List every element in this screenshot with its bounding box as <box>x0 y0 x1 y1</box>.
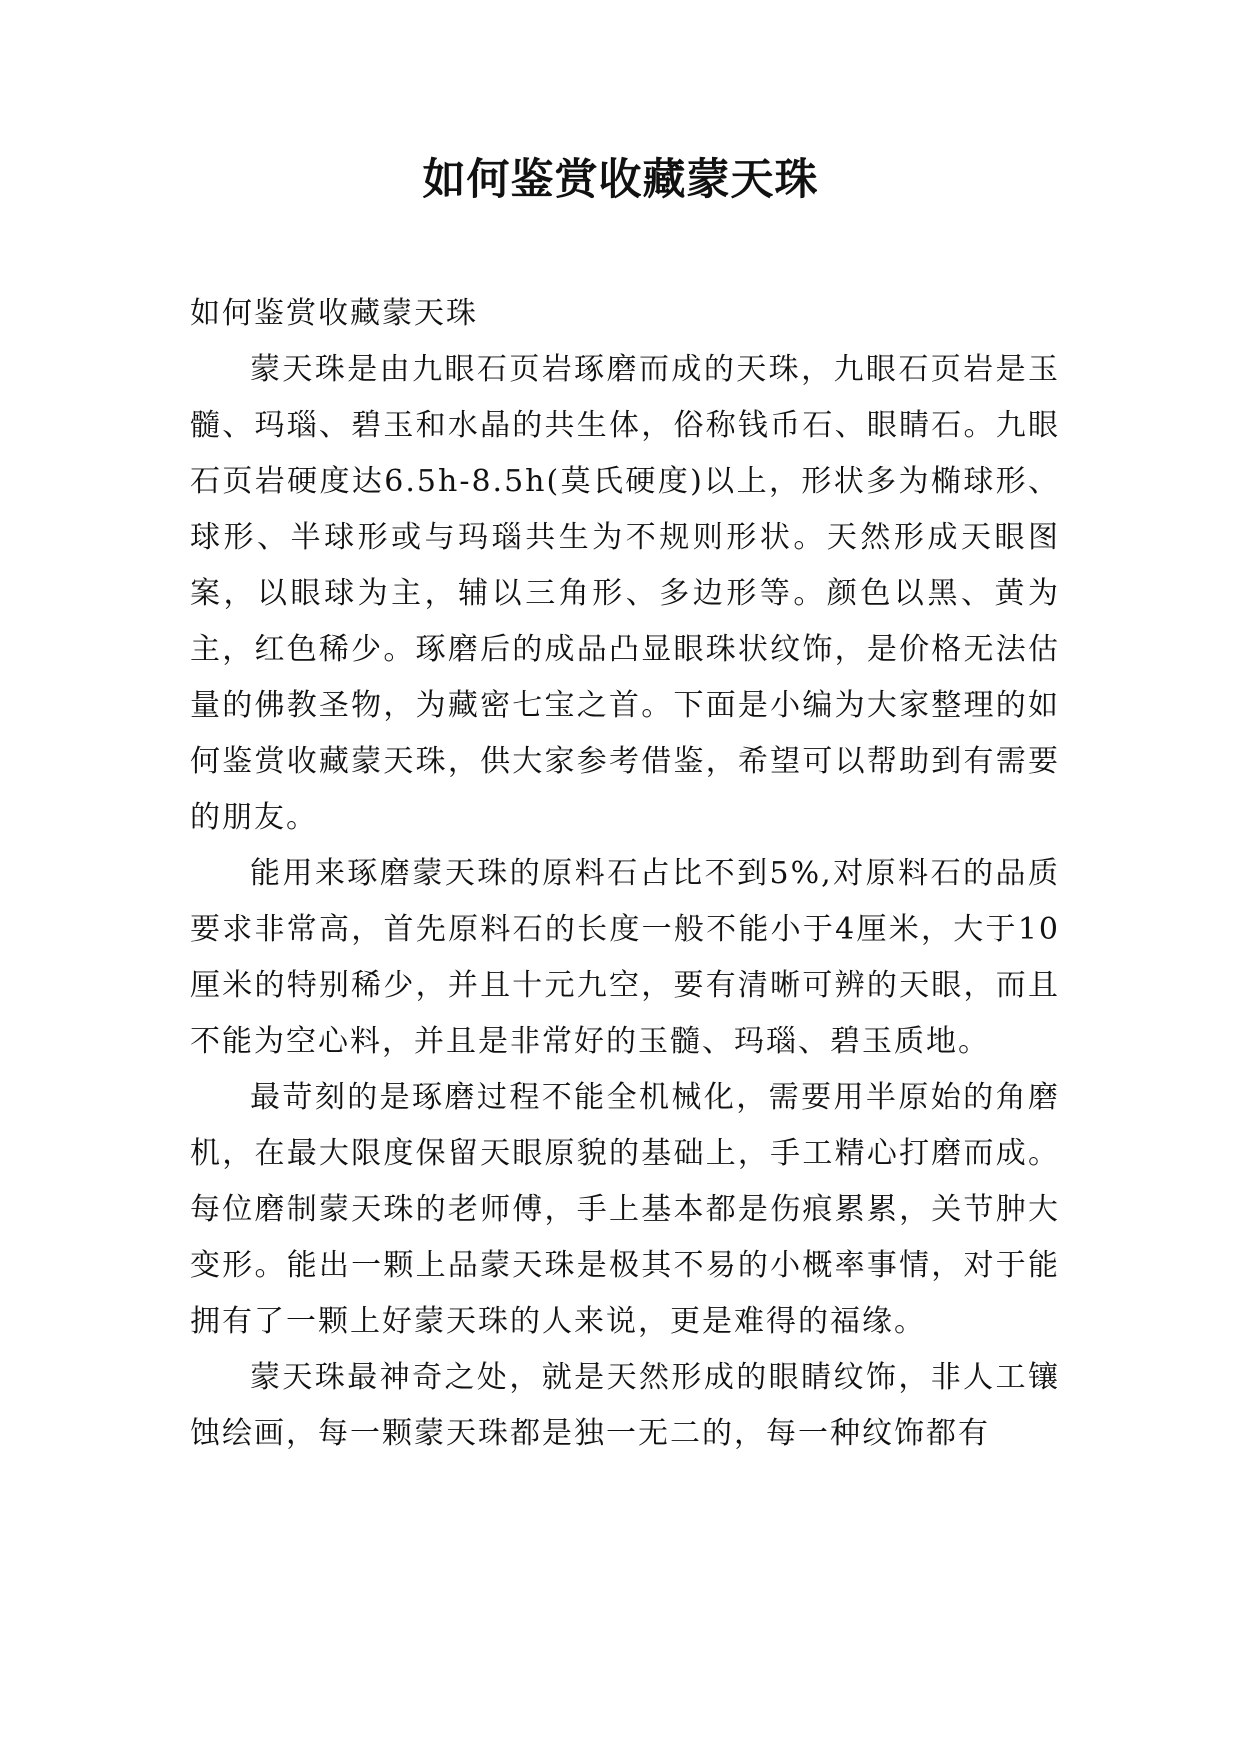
document-subtitle: 如何鉴赏收藏蒙天珠 <box>190 296 478 331</box>
paragraph-1: 蒙天珠是由九眼石页岩琢磨而成的天珠，九眼石页岩是玉髓、玛瑙、碧玉和水晶的共生体，俗称钱币石、眼睛石。九眼石页岩硬度达6.5h-8.5h(莫氏硬度)以上，形状多为椭球形、球形、半球形或与玛瑙共生为不规则形状。天然形成天眼图案，以眼球为主，辅以三角形、多边形等。颜色以黑、黄为主，红色稀少。琢磨后的成品凸显眼珠状纹饰，是价格无法估量的佛教圣物，为藏密七宝之首。下面是小编为大家整理的如何鉴赏收藏蒙天珠，供大家参考借鉴，希望可以帮助到有需要的朋友。 <box>190 352 1060 835</box>
paragraph-4: 蒙天珠最神奇之处，就是天然形成的眼睛纹饰，非人工镶蚀绘画，每一颗蒙天珠都是独一无二的，每一种纹饰都有 <box>190 1360 1060 1451</box>
document-title: 如何鉴赏收藏蒙天珠 <box>422 155 819 205</box>
paragraph-3: 最苛刻的是琢磨过程不能全机械化，需要用半原始的角磨机，在最大限度保留天眼原貌的基础上，手工精心打磨而成。每位磨制蒙天珠的老师傅，手上基本都是伤痕累累，关节肿大变形。能出一颗上品蒙天珠是极其不易的小概率事情，对于能拥有了一颗上好蒙天珠的人来说，更是难得的福缘。 <box>190 1080 1060 1339</box>
paragraph-2: 能用来琢磨蒙天珠的原料石占比不到5%,对原料石的品质要求非常高，首先原料石的长度一般不能小于4厘米，大于10厘米的特别稀少，并且十元九空，要有清晰可辨的天眼，而且不能为空心料，并且是非常好的玉髓、玛瑙、碧玉质地。 <box>190 856 1060 1059</box>
document-body <box>190 286 1060 1462</box>
